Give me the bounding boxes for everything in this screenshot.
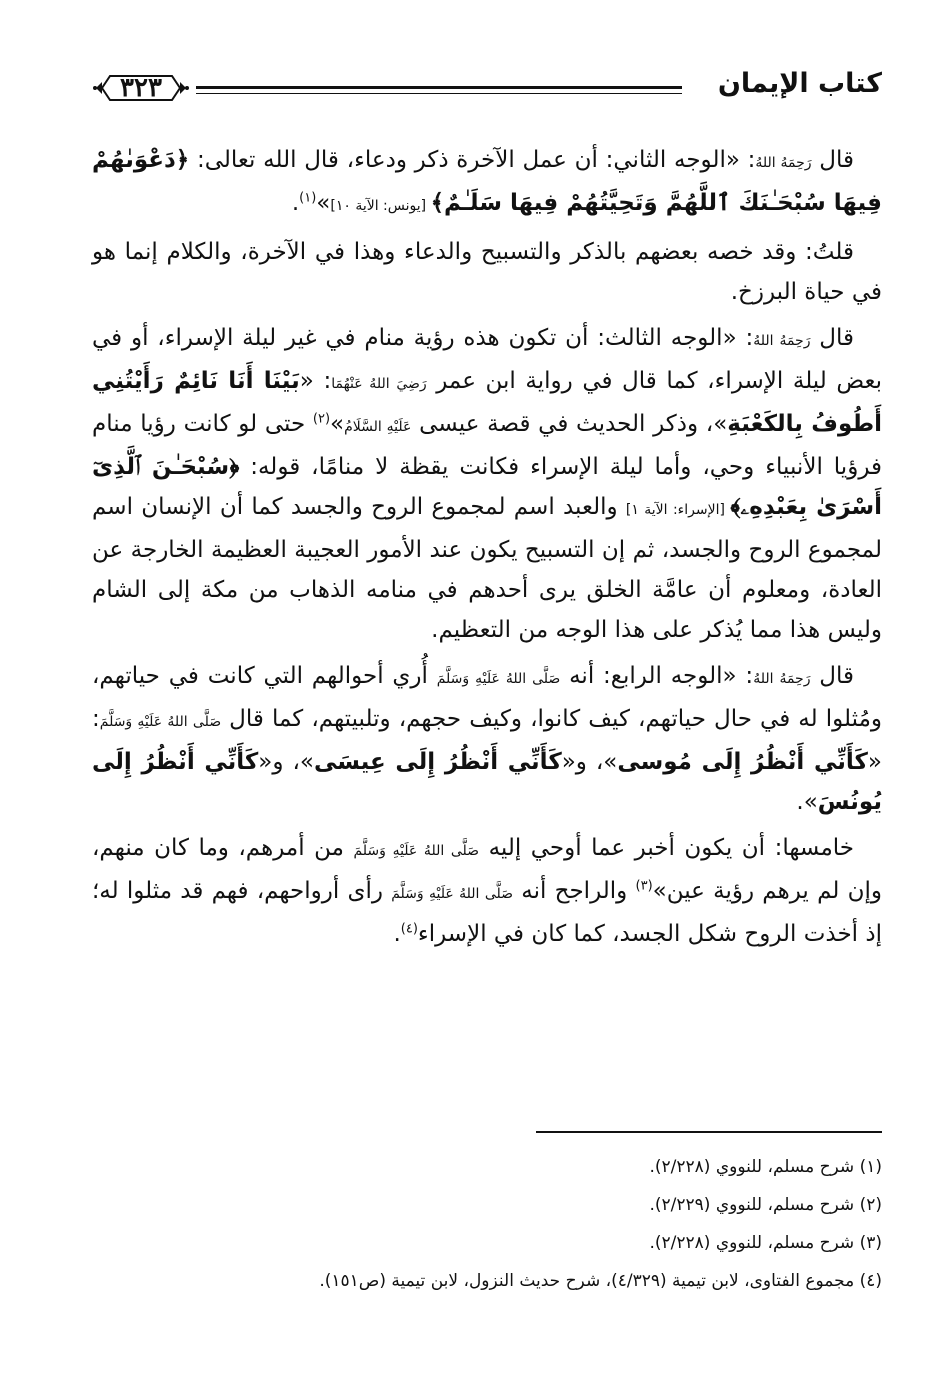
honorific-mark: صَلَّى اللهُ عَلَيْهِ وَسَلَّمَ <box>353 843 480 859</box>
text-run: : «الوجه الثاني: أن عمل الآخرة ذكر ودعاء، قال الله تعالى: <box>189 147 756 173</box>
verse-reference: [يونس: الآية ١٠] <box>330 198 431 214</box>
text-run: : «الوجه الثالث: أن تكون هذه رؤية منام في غير ليلة الإسراء، أو في بعض ليلة الإسراء، كما قال في رواية ابن عمر <box>92 325 883 394</box>
main-text <box>92 140 882 960</box>
footnote-1: (١) شرح مسلم، للنووي (٢/٢٢٨). <box>649 1157 882 1177</box>
text-run: : «الوجه الرابع: أنه <box>560 663 754 689</box>
page-number-frame <box>92 68 190 108</box>
hadith-text: كَأَنِّي أَنْظُرُ إِلَى عِيسَى <box>313 749 562 775</box>
text-run: قال <box>810 663 855 689</box>
footnote-separator <box>536 1131 882 1133</box>
text-run: والراجح أنه <box>513 878 636 904</box>
text-run: . <box>393 921 401 947</box>
page-number: ٣٢٣ <box>120 73 162 103</box>
paragraph-4 <box>92 656 882 822</box>
book-title: كتاب الإيمان <box>717 68 882 99</box>
paragraph-1 <box>92 140 882 226</box>
honorific-mark: صَلَّى اللهُ عَلَيْهِ وَسَلَّمَ <box>391 886 514 902</box>
honorific-mark: رَحِمَهُ اللهُ <box>753 333 811 349</box>
text-run: من أمرهم، وما كان منهم، وإن لم يرهم رؤية عين» <box>92 835 883 904</box>
paragraph-3 <box>92 318 882 650</box>
footnote-marker: (١) <box>299 190 317 206</box>
text-run: والعبد اسم لمجموع الروح والجسد كما أن الإنسان اسم لمجموع الروح والجسد، ثم إن التسبيح يكون عند الأمور العجيبة العظيمة الخارجة عن العادة، ومعلوم أن عامَّة الخلق يرى أحدهم في منامه الذهاب من مكة إلى الشام وليس هذا مما يُذكر على هذا الوجه من التعظيم. <box>92 494 882 643</box>
quran-verse: ﴿سُبْحَـٰنَ ٱلَّذِىٓ أَسْرَىٰ بِعَبْدِهِۦ﴾ <box>92 454 883 520</box>
footnote-marker: (٣) <box>635 878 653 894</box>
quran-verse: ﴿دَعْوَىٰهُمْ فِيهَا سُبْحَـٰنَكَ ٱللَّهُمَّ وَتَحِيَّتُهُمْ فِيهَا سَلَـٰمٌ﴾ <box>92 147 882 216</box>
verse-reference: [الإسراء: الآية ١] <box>625 502 731 518</box>
hadith-text: كَأَنِّي أَنْظُرُ إِلَى مُوسى <box>617 749 868 775</box>
text-run: »، وذكر الحديث في قصة عيسى <box>411 411 728 437</box>
page-header <box>92 62 882 122</box>
text-run: : « <box>92 706 882 775</box>
honorific-mark: رَحِمَهُ اللهُ <box>755 155 812 171</box>
text-run: » <box>316 190 331 216</box>
text-run: : « <box>299 368 332 394</box>
text-run: . <box>291 190 300 216</box>
text-run: »، و« <box>561 749 618 775</box>
footnote-marker: (٢) <box>312 411 331 427</box>
text-run: » <box>330 411 345 437</box>
hadith-text: بَيْنَا أَنَا نَائِمٌ رَأَيْتُنِي أَطُوفُ بِالكَعْبَةِ <box>92 368 882 437</box>
footnote-3: (٣) شرح مسلم، للنووي (٢/٢٢٨). <box>649 1233 882 1253</box>
honorific-mark: رَحِمَهُ اللهُ <box>753 671 811 687</box>
paragraph-2: قلتُ: وقد خصه بعضهم بالذكر والتسبيح والدعاء وهذا في الآخرة، والكلام إنما هو في حياة البرزخ. <box>92 239 882 305</box>
honorific-mark: رَضِيَ اللهُ عَنْهُمَا <box>331 376 427 392</box>
paragraph-5 <box>92 828 882 954</box>
header-rule-thin <box>196 93 682 94</box>
footnotes <box>92 1148 882 1300</box>
text-run: أُري أحوالهم التي كانت في حياتهم، ومُثلوا له في حال حياتهم، كيف كانوا، وكيف حجهم، وتلبيتهم، كما قال <box>92 663 882 732</box>
text-run: ». <box>796 789 818 815</box>
honorific-mark: صَلَّى اللهُ عَلَيْهِ وَسَلَّمَ <box>99 714 222 730</box>
text-run: قال <box>810 325 854 351</box>
text-run: رأى أرواحهم، فهم قد مثلوا له؛ إذ أخذت الروح شكل الجسد، كما كان في الإسراء <box>92 878 882 947</box>
footnote-marker: (٤) <box>400 921 418 937</box>
text-run: خامسها: أن يكون أخبر عما أوحي إليه <box>479 835 854 861</box>
header-rule <box>196 86 682 89</box>
honorific-mark: صَلَّى اللهُ عَلَيْهِ وَسَلَّمَ <box>436 671 561 687</box>
hadith-text: كَأَنِّي أَنْظُرُ إِلَى يُونُسَ <box>92 749 882 815</box>
footnote-4: (٤) مجموع الفتاوى، لابن تيمية (٤/٣٢٩)، شرح حديث النزول، لابن تيمية (ص١٥١). <box>319 1271 882 1291</box>
text-run: »، و« <box>258 749 314 775</box>
text-run: حتى لو كانت رؤيا منام فرؤيا الأنبياء وحي، وأما ليلة الإسراء فكانت يقظة لا منامًا، قوله: <box>92 411 882 480</box>
text-run: قال <box>811 147 854 173</box>
honorific-mark: عَلَيْهِ السَّلَامُ <box>344 419 412 435</box>
footnote-2: (٢) شرح مسلم، للنووي (٢/٢٢٩). <box>649 1195 882 1215</box>
